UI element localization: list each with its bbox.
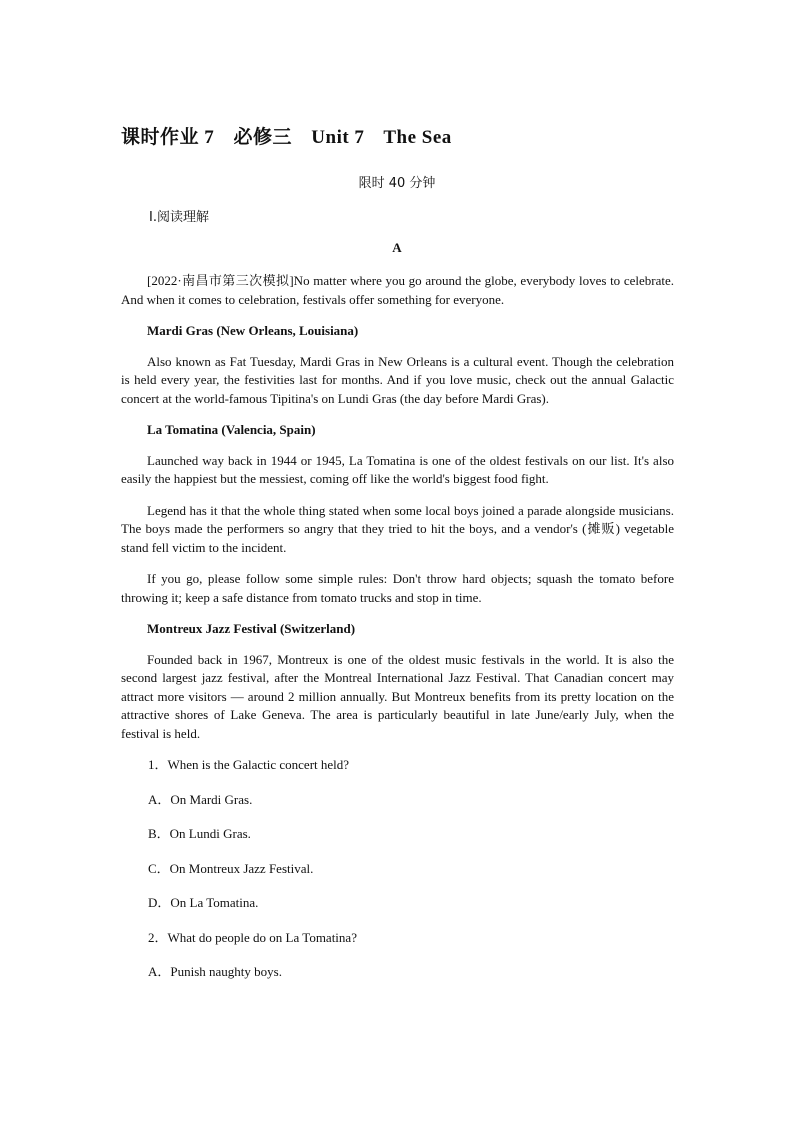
question-stem: 1．When is the Galactic concert held? (148, 757, 350, 772)
answer-option: D．On La Tomatina. (148, 895, 259, 910)
answer-option: A．Punish naughty boys. (148, 964, 282, 979)
festival-heading: La Tomatina (Valencia, Spain) (147, 422, 316, 437)
festival-paragraph: Also known as Fat Tuesday, Mardi Gras in New Orleans is a cultural event. Though the celebration is held every year, the festivities last for months. And if you love music, check out the annual Galactic concert at the world-famous Tipitina's on Lundi Gras (the day before Mardi Gras). (121, 353, 674, 406)
festival-paragraph: If you go, please follow some simple rules: Don't throw hard objects; squash the tomato before throwing it; keep a safe distance from tomato trucks and stop in time. (121, 571, 674, 605)
title-part: 课时作业 7 (121, 127, 215, 148)
answer-option: C．On Montreux Jazz Festival. (148, 860, 314, 876)
passage-label: A (392, 240, 402, 255)
title-part: 必修三 (233, 127, 293, 148)
question-stem: 2．What do people do on La Tomatina? (148, 929, 357, 945)
title-part: The Sea (383, 127, 452, 148)
intro-paragraph: [2022·南昌市第三次模拟]No matter where you go around the globe, everybody loves to celebrate. And when it comes to celebration, festivals offer something for everyone. (121, 273, 674, 307)
title-part: Unit 7 (311, 127, 365, 148)
festival-paragraph: Founded back in 1967, Montreux is one of the oldest music festivals in the world. It is also the second largest jazz festival, after the Montreal International Jazz Festival. That Canadian concert may attract more visitors — around 2 million annually. But Montreux benefits from its pretty location on the attractive shores of Lake Geneva. The area is particularly beautiful in late June/early July, when the festival is held. (121, 651, 674, 741)
festival-heading: Mardi Gras (New Orleans, Louisiana) (147, 323, 359, 338)
festival-heading: Montreux Jazz Festival (Switzerland) (147, 621, 356, 636)
section-label: Ⅰ.阅读理解 (149, 210, 209, 225)
festival-paragraph: Legend has it that the whole thing stated when some local boys joined a parade alongside musicians. The boys made the performers so angry that they tried to hit the boys, and a vendor's (摊贩) vegetable stand fell victim to the incident. (121, 502, 674, 555)
festival-paragraph: Launched way back in 1944 or 1945, La Tomatina is one of the oldest festivals on our list. It's also easily the happiest but the messiest, coming off like the world's biggest food fight. (121, 452, 674, 486)
passage-content (121, 272, 674, 998)
answer-option: B．On Lundi Gras. (148, 826, 251, 841)
answer-option: A．On Mardi Gras. (148, 791, 253, 807)
page-title (121, 122, 466, 149)
time-limit: 限时 40 分钟 (358, 176, 436, 191)
